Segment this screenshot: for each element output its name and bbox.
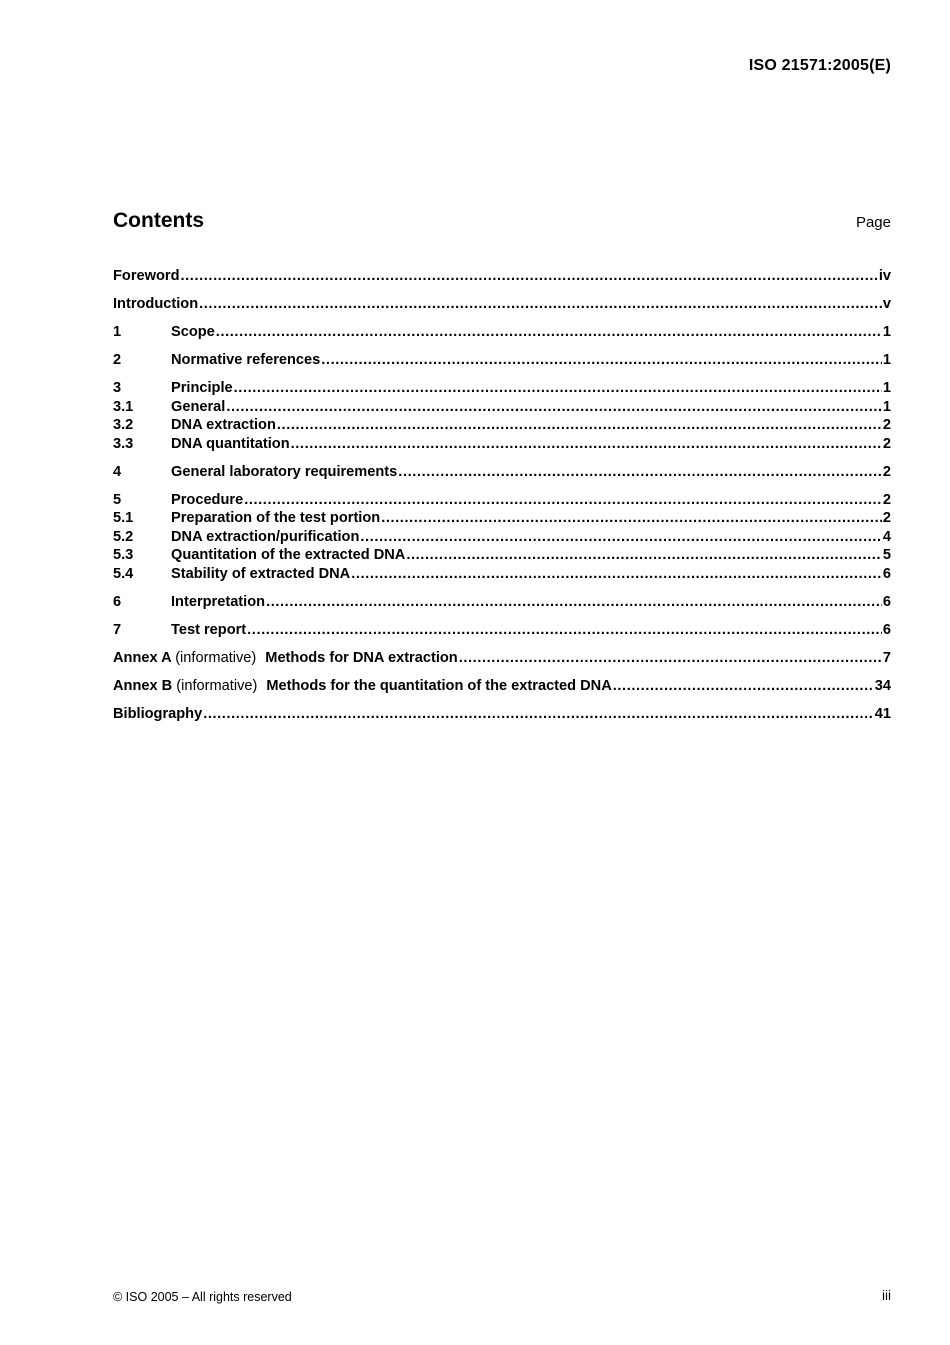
toc-entry-title: Procedure: [171, 491, 244, 508]
toc-entry-number: 3: [113, 380, 122, 396]
toc-entry-title: General laboratory requirements: [171, 463, 398, 480]
toc-entry-number: 4: [113, 463, 122, 480]
toc-entry-annex-a[interactable]: [113, 650, 891, 669]
toc-entry-title: Quantitation of the extracted DNA: [171, 547, 406, 563]
dot-leader: [244, 492, 882, 508]
toc-entry-page: 6: [882, 565, 891, 582]
toc-entry-number: 5.1: [113, 510, 134, 526]
toc-entry-number: 5: [113, 491, 122, 508]
dot-leader: [613, 678, 874, 694]
toc-entry-bibliography[interactable]: [113, 706, 891, 725]
dot-leader: [406, 547, 882, 563]
toc-entry-title: Principle: [171, 380, 233, 396]
toc-entry-title: [113, 678, 612, 694]
toc-entry-general[interactable]: [113, 399, 891, 418]
toc-entry-title: General: [171, 398, 226, 415]
dot-leader: [381, 510, 882, 526]
toc-entry-page: 41: [874, 705, 891, 722]
dot-leader: [291, 436, 882, 452]
dot-leader: [226, 399, 882, 415]
toc-entry-procedure[interactable]: [113, 492, 891, 511]
toc-entry-page: 1: [882, 324, 891, 340]
toc-entry-page: 1: [882, 398, 891, 415]
annex-label: Annex A: [113, 649, 172, 666]
toc-entry-title: Introduction: [113, 296, 199, 312]
toc-entry-title: DNA extraction/purification: [171, 528, 360, 545]
toc-entry-number: 5.2: [113, 528, 134, 545]
dot-leader: [277, 417, 882, 433]
annex-qualifier: (informative): [175, 649, 257, 666]
toc-entry-number: 2: [113, 352, 122, 368]
toc-entry-introduction[interactable]: [113, 296, 891, 315]
toc-entry-number: 3.1: [113, 398, 134, 415]
toc-entry-page: 5: [882, 547, 891, 563]
toc-entry-page: 4: [882, 528, 891, 545]
toc-entry-dna-extraction-purification[interactable]: [113, 529, 891, 548]
toc-entry-title: Scope: [171, 324, 215, 340]
toc-entry-annex-b[interactable]: [113, 678, 891, 697]
toc-entry-quantitation-extracted-dna[interactable]: [113, 547, 891, 566]
toc-entry-stability-extracted-dna[interactable]: [113, 566, 891, 585]
toc-entry-title: Stability of extracted DNA: [171, 565, 351, 582]
toc-entry-number: 1: [113, 324, 122, 340]
toc-entry-page: 1: [882, 352, 891, 368]
toc-entry-page: 2: [882, 491, 891, 508]
toc-entry-title: Bibliography: [113, 705, 203, 722]
toc-entry-title: Foreword: [113, 268, 180, 284]
annex-qualifier: (informative): [176, 677, 258, 694]
toc-entry-test-report[interactable]: [113, 622, 891, 641]
toc-entry-dna-extraction[interactable]: [113, 417, 891, 436]
toc-entry-page: 6: [882, 593, 891, 610]
toc-entry-title: Preparation of the test portion: [171, 510, 381, 526]
copyright-notice: © ISO 2005 – All rights reserved: [113, 1290, 292, 1304]
toc-entry-number: 5.4: [113, 565, 134, 582]
toc-entry-page: 2: [882, 510, 891, 526]
page-column-label: Page: [855, 214, 891, 231]
toc-entry-page: 6: [882, 621, 891, 638]
annex-label: Annex B: [113, 677, 173, 694]
toc-entry-page: 1: [882, 380, 891, 396]
dot-leader: [360, 529, 881, 545]
dot-leader: [351, 566, 882, 582]
annex-title: Methods for DNA extraction: [265, 649, 458, 666]
dot-leader: [216, 324, 882, 340]
dot-leader: [321, 352, 882, 368]
dot-leader: [199, 296, 882, 312]
toc-entry-title: Normative references: [171, 352, 321, 368]
toc-entry-page: 2: [882, 435, 891, 452]
dot-leader: [266, 594, 882, 610]
toc-entry-title: [113, 650, 458, 666]
page-number: iii: [882, 1288, 891, 1303]
toc-entry-interpretation[interactable]: [113, 594, 891, 613]
dot-leader: [459, 650, 882, 666]
toc-entry-preparation-of-test-portion[interactable]: [113, 510, 891, 529]
toc-entry-page: 34: [874, 677, 891, 694]
toc-entry-page: v: [882, 296, 891, 312]
contents-title: Contents: [113, 209, 204, 232]
table-of-contents: [113, 268, 891, 724]
toc-entry-number: 3.2: [113, 417, 134, 433]
dot-leader: [398, 464, 882, 480]
toc-entry-page: 2: [882, 417, 891, 433]
toc-entry-title: Interpretation: [171, 593, 266, 610]
toc-entry-normative-references[interactable]: [113, 352, 891, 371]
toc-entry-title: DNA quantitation: [171, 435, 290, 452]
toc-entry-title: DNA extraction: [171, 417, 276, 433]
toc-entry-dna-quantitation[interactable]: [113, 436, 891, 455]
toc-entry-principle[interactable]: [113, 380, 891, 399]
dot-leader: [180, 268, 877, 284]
toc-entry-general-laboratory-requirements[interactable]: [113, 464, 891, 483]
toc-entry-number: 6: [113, 593, 122, 610]
toc-entry-title: Test report: [171, 621, 247, 638]
toc-entry-scope[interactable]: [113, 324, 891, 343]
dot-leader: [247, 622, 882, 638]
contents-header: [113, 209, 891, 233]
dot-leader: [234, 380, 882, 396]
toc-entry-number: 3.3: [113, 435, 134, 452]
toc-entry-page: 7: [882, 649, 891, 666]
toc-entry-page: iv: [878, 268, 891, 284]
annex-title: Methods for the quantitation of the extracted DNA: [266, 677, 612, 694]
toc-entry-number: 5.3: [113, 547, 134, 563]
toc-entry-page: 2: [882, 463, 891, 480]
toc-entry-foreword[interactable]: [113, 268, 891, 287]
document-id: ISO 21571:2005(E): [748, 57, 891, 74]
toc-entry-number: 7: [113, 621, 122, 638]
dot-leader: [203, 706, 874, 722]
